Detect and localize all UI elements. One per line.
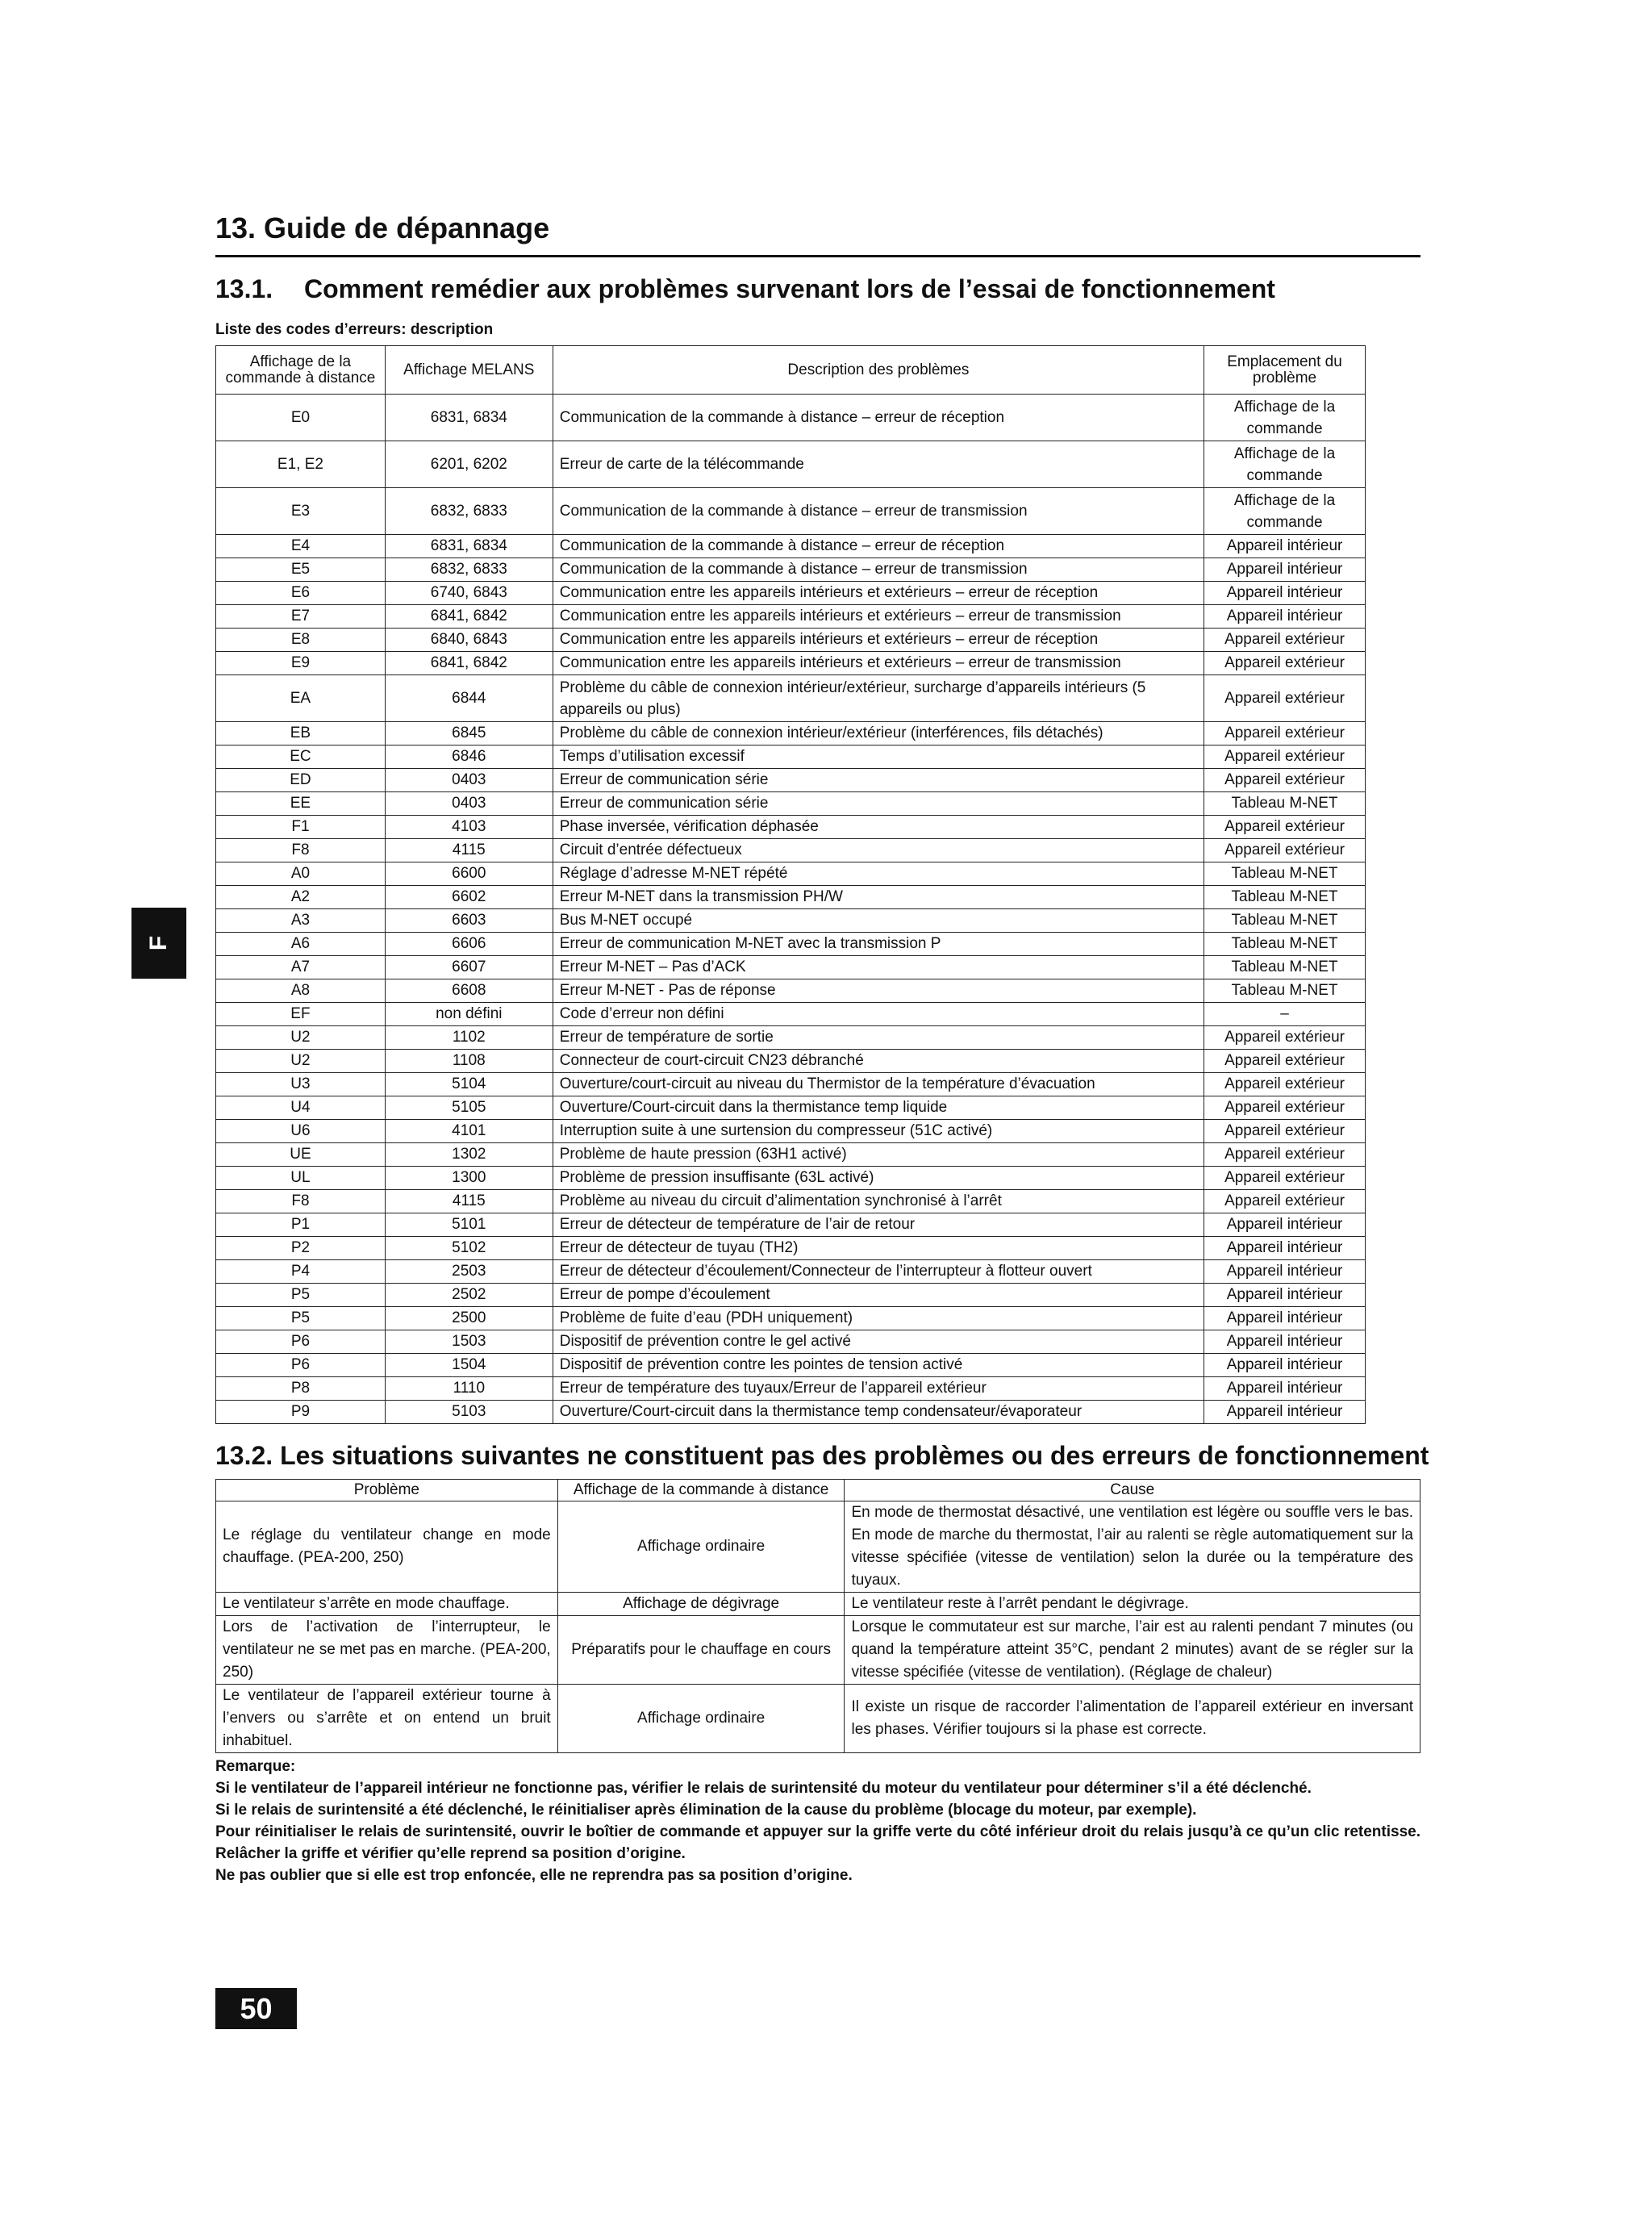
error-table-row <box>216 582 1366 605</box>
cell-cause: Il existe un risque de raccorder l’alimentation de l’appareil extérieur en inversant les phases. Vérifier toujours si la phase est correcte. <box>845 1685 1420 1753</box>
cell-remote-code: ED <box>216 769 386 792</box>
cell-location: Tableau M-NET <box>1204 956 1366 979</box>
error-table-row <box>216 1003 1366 1026</box>
cell-location: Appareil extérieur <box>1204 816 1366 839</box>
cell-remote-code: P8 <box>216 1377 386 1401</box>
cell-remote-code: P4 <box>216 1260 386 1284</box>
cell-description: Erreur M-NET - Pas de réponse <box>553 979 1204 1003</box>
cell-location: Appareil intérieur <box>1204 605 1366 629</box>
error-table-row <box>216 535 1366 558</box>
header-problem: Problème <box>216 1480 558 1501</box>
cell-problem: Lors de l’activation de l’interrupteur, le ventilateur ne se met pas en marche. (PEA-200, 250) <box>216 1616 558 1685</box>
cell-remote-code: A3 <box>216 909 386 933</box>
error-table-row <box>216 1307 1366 1330</box>
error-table-row <box>216 1026 1366 1050</box>
cell-melans-code: 6608 <box>385 979 553 1003</box>
cell-melans-code: 0403 <box>385 792 553 816</box>
cell-description: Communication entre les appareils intérieurs et extérieurs – erreur de transmission <box>553 652 1204 675</box>
cell-melans-code: 6607 <box>385 956 553 979</box>
error-table-row <box>216 675 1366 722</box>
cell-remote-code: UL <box>216 1167 386 1190</box>
cell-remote-code: A8 <box>216 979 386 1003</box>
error-table-row <box>216 1143 1366 1167</box>
cell-cause: Lorsque le commutateur est sur marche, l’air est au ralenti pendant 7 minutes (ou quand la température atteint 35°C, pendant 2 minutes) avant de se régler sur la vitesse spécifiée (vitesse de ventilation). (Réglage de chaleur) <box>845 1616 1420 1685</box>
error-table-row <box>216 745 1366 769</box>
cell-description: Erreur de carte de la télécommande <box>553 441 1204 488</box>
remark-line: Si le ventilateur de l’appareil intérieur ne fonctionne pas, vérifier le relais de surintensité du moteur du ventilateur pour déterminer s’il a été déclenché. <box>215 1780 1312 1797</box>
cell-melans-code: 6606 <box>385 933 553 956</box>
cell-remote-code: F8 <box>216 839 386 862</box>
cell-remote-display: Préparatifs pour le chauffage en cours <box>557 1616 845 1685</box>
cell-melans-code: 6602 <box>385 886 553 909</box>
cell-melans-code: 6831, 6834 <box>385 395 553 441</box>
cell-problem: Le réglage du ventilateur change en mode chauffage. (PEA-200, 250) <box>216 1501 558 1593</box>
cell-location: Tableau M-NET <box>1204 792 1366 816</box>
header-description: Description des problèmes <box>553 346 1204 395</box>
section-1-number: 13.1. <box>215 274 273 303</box>
cell-description: Communication entre les appareils intérieurs et extérieurs – erreur de réception <box>553 629 1204 652</box>
section-1-title <box>215 274 1275 304</box>
cell-description: Erreur de communication M-NET avec la transmission P <box>553 933 1204 956</box>
cell-remote-code: U3 <box>216 1073 386 1096</box>
cell-remote-code: P5 <box>216 1307 386 1330</box>
cell-location: Appareil extérieur <box>1204 1050 1366 1073</box>
error-table-row <box>216 956 1366 979</box>
cell-location: Tableau M-NET <box>1204 933 1366 956</box>
cell-description: Communication de la commande à distance – erreur de transmission <box>553 558 1204 582</box>
error-table-row <box>216 558 1366 582</box>
cell-location: Tableau M-NET <box>1204 862 1366 886</box>
cell-location: Appareil intérieur <box>1204 1260 1366 1284</box>
cell-problem: Le ventilateur s’arrête en mode chauffage. <box>216 1593 558 1616</box>
cell-description: Temps d’utilisation excessif <box>553 745 1204 769</box>
header-melans-display: Affichage MELANS <box>385 346 553 395</box>
cell-melans-code: 4115 <box>385 839 553 862</box>
cell-location: Appareil extérieur <box>1204 1073 1366 1096</box>
cell-remote-code: E4 <box>216 535 386 558</box>
cell-description: Problème de pression insuffisante (63L activé) <box>553 1167 1204 1190</box>
cell-melans-code: 1110 <box>385 1377 553 1401</box>
error-table-row <box>216 441 1366 488</box>
cell-description: Erreur de détecteur de tuyau (TH2) <box>553 1237 1204 1260</box>
cell-location: Appareil intérieur <box>1204 1354 1366 1377</box>
cell-description: Erreur de température de sortie <box>553 1026 1204 1050</box>
page-heading: 13. Guide de dépannage <box>215 211 550 244</box>
error-table-row <box>216 1050 1366 1073</box>
cell-description: Communication de la commande à distance – erreur de transmission <box>553 488 1204 535</box>
cell-remote-code: EE <box>216 792 386 816</box>
situation-table-row <box>216 1685 1420 1753</box>
cell-melans-code: 2500 <box>385 1307 553 1330</box>
cell-location: Appareil extérieur <box>1204 722 1366 745</box>
error-table-row <box>216 1401 1366 1424</box>
cell-location: Appareil extérieur <box>1204 652 1366 675</box>
error-table-row <box>216 1167 1366 1190</box>
error-table-row <box>216 792 1366 816</box>
error-table-row <box>216 839 1366 862</box>
cell-remote-code: A6 <box>216 933 386 956</box>
header-remote-display: Affichage de la commande à distance <box>557 1480 845 1501</box>
cell-melans-code: 6844 <box>385 675 553 722</box>
header-location: Emplacement du problème <box>1204 346 1366 395</box>
error-table-row <box>216 1190 1366 1213</box>
cell-melans-code: 4103 <box>385 816 553 839</box>
cell-description: Code d’erreur non défini <box>553 1003 1204 1026</box>
cell-melans-code: 2502 <box>385 1284 553 1307</box>
error-table-row <box>216 652 1366 675</box>
cell-description: Ouverture/court-circuit au niveau du Thermistor de la température d’évacuation <box>553 1073 1204 1096</box>
cell-location: Appareil intérieur <box>1204 582 1366 605</box>
situation-table-row <box>216 1593 1420 1616</box>
cell-location: Appareil intérieur <box>1204 1307 1366 1330</box>
error-table-row <box>216 1237 1366 1260</box>
cell-description: Erreur M-NET – Pas d’ACK <box>553 956 1204 979</box>
cell-description: Erreur de détecteur d’écoulement/Connecteur de l’interrupteur à flotteur ouvert <box>553 1260 1204 1284</box>
cell-description: Communication entre les appareils intérieurs et extérieurs – erreur de réception <box>553 582 1204 605</box>
error-table-row <box>216 816 1366 839</box>
error-table-row <box>216 1260 1366 1284</box>
cell-melans-code: 6832, 6833 <box>385 488 553 535</box>
cell-location: Appareil intérieur <box>1204 1213 1366 1237</box>
cell-remote-code: E1, E2 <box>216 441 386 488</box>
cell-remote-display: Affichage ordinaire <box>557 1501 845 1593</box>
cell-description: Interruption suite à une surtension du compresseur (51C activé) <box>553 1120 1204 1143</box>
cell-remote-code: E8 <box>216 629 386 652</box>
cell-description: Problème du câble de connexion intérieur/extérieur (interférences, fils détachés) <box>553 722 1204 745</box>
cell-remote-code: P6 <box>216 1354 386 1377</box>
cell-location: Appareil intérieur <box>1204 558 1366 582</box>
cell-remote-code: E5 <box>216 558 386 582</box>
cell-melans-code: 5104 <box>385 1073 553 1096</box>
cell-description: Erreur de détecteur de température de l’air de retour <box>553 1213 1204 1237</box>
error-table-row <box>216 1120 1366 1143</box>
cell-remote-code: E9 <box>216 652 386 675</box>
header-remote-display: Affichage de la commande à distance <box>216 346 386 395</box>
cell-melans-code: 0403 <box>385 769 553 792</box>
error-table-row <box>216 933 1366 956</box>
cell-melans-code: non défini <box>385 1003 553 1026</box>
error-code-table <box>215 345 1366 1424</box>
cell-description: Ouverture/Court-circuit dans la thermistance temp liquide <box>553 1096 1204 1120</box>
cell-description: Communication de la commande à distance – erreur de réception <box>553 395 1204 441</box>
remark-line: Pour réinitialiser le relais de surintensité, ouvrir le boîtier de commande et appuyer sur la griffe verte du côté inférieur droit du relais jusqu’à ce qu’un clic retentisse. Relâcher la griffe et vérifier qu’elle reprend sa position d’origine. <box>215 1823 1420 1862</box>
cell-location: Affichage de la commande <box>1204 395 1366 441</box>
error-table-row <box>216 1284 1366 1307</box>
cell-location: Tableau M-NET <box>1204 909 1366 933</box>
cell-melans-code: 6831, 6834 <box>385 535 553 558</box>
cell-remote-code: UE <box>216 1143 386 1167</box>
cell-remote-code: P2 <box>216 1237 386 1260</box>
cell-description: Problème de haute pression (63H1 activé) <box>553 1143 1204 1167</box>
error-table-row <box>216 605 1366 629</box>
cell-description: Erreur de température des tuyaux/Erreur de l’appareil extérieur <box>553 1377 1204 1401</box>
cell-location: Appareil extérieur <box>1204 1143 1366 1167</box>
cell-location: Appareil intérieur <box>1204 1284 1366 1307</box>
cell-melans-code: 1504 <box>385 1354 553 1377</box>
cell-melans-code: 6201, 6202 <box>385 441 553 488</box>
cell-location: Appareil intérieur <box>1204 1237 1366 1260</box>
cell-location: Appareil intérieur <box>1204 1401 1366 1424</box>
cell-remote-code: P6 <box>216 1330 386 1354</box>
error-table-row <box>216 1096 1366 1120</box>
language-tab <box>131 908 186 979</box>
cell-melans-code: 2503 <box>385 1260 553 1284</box>
error-table-row <box>216 979 1366 1003</box>
cell-remote-code: E3 <box>216 488 386 535</box>
cell-location: Appareil extérieur <box>1204 839 1366 862</box>
cell-description: Problème au niveau du circuit d’alimentation synchronisé à l’arrêt <box>553 1190 1204 1213</box>
cell-melans-code: 4115 <box>385 1190 553 1213</box>
cell-description: Bus M-NET occupé <box>553 909 1204 933</box>
cell-location: Affichage de la commande <box>1204 488 1366 535</box>
situation-table-body <box>216 1501 1420 1753</box>
error-table-row <box>216 629 1366 652</box>
error-table-row <box>216 862 1366 886</box>
cell-remote-code: U2 <box>216 1026 386 1050</box>
cell-remote-code: P1 <box>216 1213 386 1237</box>
cell-melans-code: 6841, 6842 <box>385 652 553 675</box>
remark-line: Si le relais de surintensité a été déclenché, le réinitialiser après élimination de la cause du problème (blocage du moteur, par exemple). <box>215 1802 1197 1819</box>
cell-melans-code: 5102 <box>385 1237 553 1260</box>
cell-remote-code: U2 <box>216 1050 386 1073</box>
cell-melans-code: 6832, 6833 <box>385 558 553 582</box>
cell-melans-code: 4101 <box>385 1120 553 1143</box>
cell-location: – <box>1204 1003 1366 1026</box>
cell-description: Ouverture/Court-circuit dans la thermistance temp condensateur/évaporateur <box>553 1401 1204 1424</box>
cell-location: Appareil extérieur <box>1204 629 1366 652</box>
cell-description: Dispositif de prévention contre les pointes de tension activé <box>553 1354 1204 1377</box>
cell-description: Communication de la commande à distance – erreur de réception <box>553 535 1204 558</box>
cell-remote-code: E0 <box>216 395 386 441</box>
cell-cause: En mode de thermostat désactivé, une ventilation est légère ou souffle vers le bas. En mode de marche du thermostat, l’air au ralenti se règle automatiquement sur la vitesse spécifiée (vitesse de ventilation) selon la durée ou la température des tuyaux. <box>845 1501 1420 1593</box>
cell-remote-code: P9 <box>216 1401 386 1424</box>
error-table-row <box>216 1354 1366 1377</box>
cell-location: Appareil extérieur <box>1204 1120 1366 1143</box>
cell-remote-display: Affichage de dégivrage <box>557 1593 845 1616</box>
section-2-title: 13.2. Les situations suivantes ne constituent pas des problèmes ou des erreurs de fonctionnement <box>215 1441 1429 1470</box>
cell-melans-code: 1503 <box>385 1330 553 1354</box>
error-table-row <box>216 1073 1366 1096</box>
cell-melans-code: 1108 <box>385 1050 553 1073</box>
error-table-row <box>216 909 1366 933</box>
cell-remote-code: F1 <box>216 816 386 839</box>
cell-cause: Le ventilateur reste à l’arrêt pendant le dégivrage. <box>845 1593 1420 1616</box>
cell-description: Problème de fuite d’eau (PDH uniquement) <box>553 1307 1204 1330</box>
cell-location: Appareil extérieur <box>1204 1096 1366 1120</box>
cell-location: Appareil intérieur <box>1204 1377 1366 1401</box>
cell-description: Dispositif de prévention contre le gel activé <box>553 1330 1204 1354</box>
cell-remote-code: P5 <box>216 1284 386 1307</box>
error-list-title: Liste des codes d’erreurs: description <box>215 321 494 338</box>
cell-remote-code: F8 <box>216 1190 386 1213</box>
cell-problem: Le ventilateur de l’appareil extérieur tourne à l’envers ou s’arrête et on entend un bruit inhabituel. <box>216 1685 558 1753</box>
error-table-row <box>216 769 1366 792</box>
cell-location: Appareil extérieur <box>1204 745 1366 769</box>
cell-melans-code: 6846 <box>385 745 553 769</box>
cell-melans-code: 6740, 6843 <box>385 582 553 605</box>
cell-description: Phase inversée, vérification déphasée <box>553 816 1204 839</box>
cell-location: Appareil intérieur <box>1204 535 1366 558</box>
heading-rule <box>215 255 1420 257</box>
cell-location: Appareil extérieur <box>1204 769 1366 792</box>
situation-table <box>215 1479 1420 1753</box>
cell-location: Appareil extérieur <box>1204 1167 1366 1190</box>
cell-remote-code: EC <box>216 745 386 769</box>
remark-block <box>215 1756 1420 1886</box>
cell-remote-code: EB <box>216 722 386 745</box>
cell-remote-code: U4 <box>216 1096 386 1120</box>
cell-melans-code: 1300 <box>385 1167 553 1190</box>
cell-remote-code: E7 <box>216 605 386 629</box>
cell-description: Circuit d’entrée défectueux <box>553 839 1204 862</box>
cell-melans-code: 5103 <box>385 1401 553 1424</box>
cell-melans-code: 6840, 6843 <box>385 629 553 652</box>
cell-description: Communication entre les appareils intérieurs et extérieurs – erreur de transmission <box>553 605 1204 629</box>
cell-description: Réglage d’adresse M-NET répété <box>553 862 1204 886</box>
remark-line: Ne pas oublier que si elle est trop enfoncée, elle ne reprendra pas sa position d’origine. <box>215 1867 853 1884</box>
situation-table-row <box>216 1501 1420 1593</box>
cell-location: Appareil extérieur <box>1204 675 1366 722</box>
error-table-row <box>216 488 1366 535</box>
cell-location: Affichage de la commande <box>1204 441 1366 488</box>
cell-melans-code: 5101 <box>385 1213 553 1237</box>
cell-description: Erreur de pompe d’écoulement <box>553 1284 1204 1307</box>
cell-melans-code: 1102 <box>385 1026 553 1050</box>
header-cause: Cause <box>845 1480 1420 1501</box>
cell-melans-code: 1302 <box>385 1143 553 1167</box>
error-table-row <box>216 722 1366 745</box>
cell-remote-display: Affichage ordinaire <box>557 1685 845 1753</box>
page-number: 50 <box>215 1988 297 2029</box>
error-table-body <box>216 395 1366 1424</box>
cell-description: Erreur de communication série <box>553 792 1204 816</box>
cell-remote-code: E6 <box>216 582 386 605</box>
cell-description: Erreur M-NET dans la transmission PH/W <box>553 886 1204 909</box>
cell-remote-code: A0 <box>216 862 386 886</box>
cell-location: Appareil extérieur <box>1204 1190 1366 1213</box>
cell-location: Appareil intérieur <box>1204 1330 1366 1354</box>
language-tab-label: F <box>144 935 172 951</box>
cell-description: Connecteur de court-circuit CN23 débranché <box>553 1050 1204 1073</box>
cell-remote-code: A2 <box>216 886 386 909</box>
cell-remote-code: EF <box>216 1003 386 1026</box>
error-table-row <box>216 1213 1366 1237</box>
cell-melans-code: 5105 <box>385 1096 553 1120</box>
error-table-row <box>216 395 1366 441</box>
cell-location: Tableau M-NET <box>1204 979 1366 1003</box>
cell-remote-code: EA <box>216 675 386 722</box>
cell-melans-code: 6600 <box>385 862 553 886</box>
error-table-row <box>216 886 1366 909</box>
cell-description: Problème du câble de connexion intérieur/extérieur, surcharge d’appareils intérieurs (5 appareils ou plus) <box>553 675 1204 722</box>
cell-melans-code: 6603 <box>385 909 553 933</box>
situation-table-row <box>216 1616 1420 1685</box>
remark-title: Remarque: <box>215 1758 296 1775</box>
cell-location: Tableau M-NET <box>1204 886 1366 909</box>
cell-melans-code: 6841, 6842 <box>385 605 553 629</box>
error-table-row <box>216 1330 1366 1354</box>
cell-description: Erreur de communication série <box>553 769 1204 792</box>
cell-melans-code: 6845 <box>385 722 553 745</box>
section-1-text: Comment remédier aux problèmes survenant lors de l’essai de fonctionnement <box>304 274 1275 303</box>
error-table-row <box>216 1377 1366 1401</box>
cell-remote-code: U6 <box>216 1120 386 1143</box>
cell-remote-code: A7 <box>216 956 386 979</box>
cell-location: Appareil extérieur <box>1204 1026 1366 1050</box>
